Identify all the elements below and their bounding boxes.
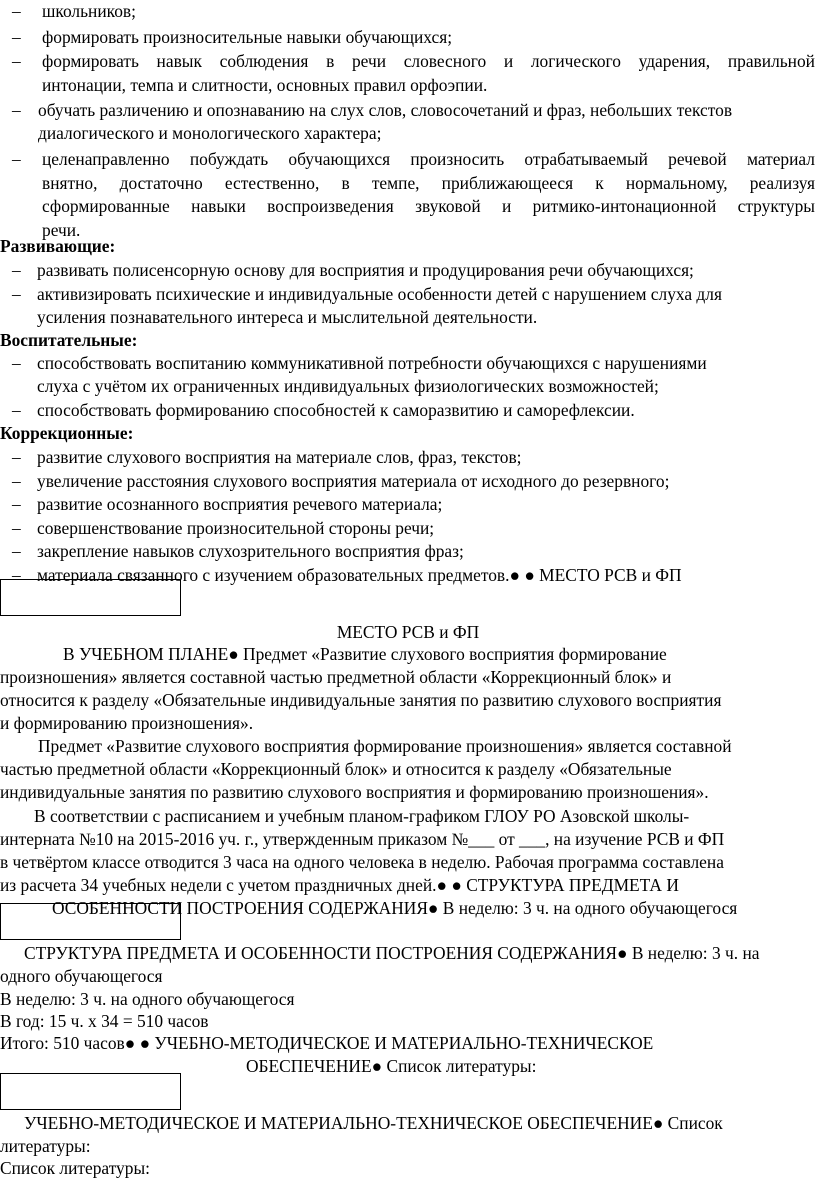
paragraph-line: индивидуальные занятия по развитию слухового восприятия и формированию произношения».	[0, 782, 709, 802]
list-dash: –	[12, 149, 21, 169]
paragraph-line: В соответствии с расписанием и учебным планом-графиком ГЛОУ РО Азовской школы-	[34, 806, 690, 826]
section-heading: Воспитательные:	[0, 330, 138, 350]
paragraph-line: из расчета 34 учебных недели с учетом праздничных дней.● ● СТРУКТУРА ПРЕДМЕТА И	[0, 875, 679, 895]
section-title: МЕСТО РСВ и ФП	[336, 622, 480, 642]
list-item-continuation: диалогического и монологического характера;	[38, 123, 382, 143]
list-item-continuation: речи.	[42, 220, 81, 240]
list-dash: –	[12, 284, 21, 304]
list-dash: –	[12, 518, 21, 538]
section-heading: Коррекционные:	[0, 423, 134, 443]
list-dash: –	[12, 447, 21, 467]
section-heading: Развивающие:	[0, 236, 116, 256]
list-item: обучать различению и опознаванию на слух слов, словосочетаний и фраз, небольших текстов	[38, 100, 733, 120]
list-dash: –	[12, 1, 21, 21]
paragraph-line: УЧЕБНО-МЕТОДИЧЕСКОЕ И МАТЕРИАЛЬНО-ТЕХНИЧЕСКОЕ ОБЕСПЕЧЕНИЕ● Список	[24, 1113, 723, 1133]
list-dash: –	[12, 51, 21, 71]
list-item: совершенствование произносительной стороны речи;	[37, 518, 435, 538]
list-item: развитие осознанного восприятия речевого материала;	[37, 494, 443, 514]
list-item: формировать произносительные навыки обучающихся;	[42, 27, 453, 47]
list-item-continuation: сформированные навыки воспроизведения звуковой и ритмико-интонационной структуры	[42, 196, 815, 216]
list-dash: –	[12, 260, 21, 280]
list-item: развивать полисенсорную основу для восприятия и продуцирования речи обучающихся;	[37, 260, 694, 280]
paragraph-line: Список литературы:	[0, 1158, 150, 1178]
list-item: способствовать воспитанию коммуникативной потребности обучающихся с нарушениями	[37, 353, 707, 373]
list-dash: –	[12, 353, 21, 373]
paragraph-line: В год: 15 ч. х 34 = 510 часов	[0, 1011, 209, 1031]
paragraph-line: одного обучающегося	[0, 966, 163, 986]
paragraph-line: частью предметной области «Коррекционный блок» и относится к разделу «Обязательные	[0, 759, 672, 779]
paragraph-line: относится к разделу «Обязательные индивидуальные занятия по развитию слухового восприятия	[0, 690, 722, 710]
paragraph-line: и формированию произношения».	[0, 713, 254, 733]
paragraph-line: СТРУКТУРА ПРЕДМЕТА И ОСОБЕННОСТИ ПОСТРОЕНИЯ СОДЕРЖАНИЯ● В неделю: 3 ч. на	[24, 943, 760, 963]
list-dash: –	[12, 541, 21, 561]
list-item-continuation: усиления познавательного интереса и мыслительной деятельности.	[37, 307, 538, 327]
paragraph-line: ОСОБЕННОСТИ ПОСТРОЕНИЯ СОДЕРЖАНИЯ● В неделю: 3 ч. на одного обучающегося	[52, 898, 738, 918]
paragraph-line: произношения» является составной частью предметной области «Коррекционный блок» и	[0, 667, 672, 687]
empty-frame	[0, 903, 181, 940]
empty-frame	[0, 1073, 181, 1110]
list-item-continuation: слуха с учётом их ограниченных индивидуальных физиологических возможностей;	[37, 376, 659, 396]
paragraph-line: В УЧЕБНОМ ПЛАНЕ● Предмет «Развитие слухового восприятия формирование	[63, 644, 667, 664]
list-dash: –	[12, 565, 21, 585]
list-item: формировать навык соблюдения в речи словесного и логического ударения, правильной	[42, 51, 815, 71]
paragraph-line: в четвёртом классе отводится 3 часа на одного человека в неделю. Рабочая программа составлена	[0, 852, 724, 872]
paragraph-line: Итого: 510 часов● ● УЧЕБНО-МЕТОДИЧЕСКОЕ И МАТЕРИАЛЬНО-ТЕХНИЧЕСКОЕ	[0, 1033, 654, 1053]
paragraph-line: интерната №10 на 2015-2016 уч. г., утвержденным приказом №___ от ___, на изучение РСВ и ФП	[0, 829, 725, 849]
paragraph-line: ОБЕСПЕЧЕНИЕ● Список литературы:	[246, 1056, 537, 1076]
list-dash: –	[12, 400, 21, 420]
list-item: школьников;	[42, 1, 136, 21]
empty-frame	[0, 579, 181, 616]
list-dash: –	[12, 471, 21, 491]
paragraph-line: Предмет «Развитие слухового восприятия формирование произношения» является составной	[38, 736, 732, 756]
list-dash: –	[12, 27, 21, 47]
list-item: закрепление навыков слухозрительного восприятия фраз;	[37, 541, 464, 561]
list-dash: –	[12, 494, 21, 514]
list-item: материала связанного с изучением образовательных предметов.● ● МЕСТО РСВ и ФП	[37, 565, 682, 585]
list-item: развитие слухового восприятия на материале слов, фраз, текстов;	[37, 447, 522, 467]
list-dash: –	[12, 100, 21, 120]
list-item: активизировать психические и индивидуальные особенности детей с нарушением слуха для	[37, 284, 722, 304]
list-item: целенаправленно побуждать обучающихся произносить отрабатываемый речевой материал	[42, 149, 815, 169]
list-item: способствовать формированию способностей к саморазвитию и саморефлексии.	[37, 400, 635, 420]
list-item-continuation: интонации, темпа и слитности, основных правил орфоэпии.	[42, 75, 488, 95]
list-item-continuation: внятно, достаточно естественно, в темпе, приближающееся к нормальному, реализуя	[42, 173, 815, 193]
paragraph-line: В неделю: 3 ч. на одного обучающегося	[0, 989, 295, 1009]
paragraph-line: литературы:	[0, 1136, 91, 1156]
list-item: увеличение расстояния слухового восприятия материала от исходного до резервного;	[37, 471, 670, 491]
